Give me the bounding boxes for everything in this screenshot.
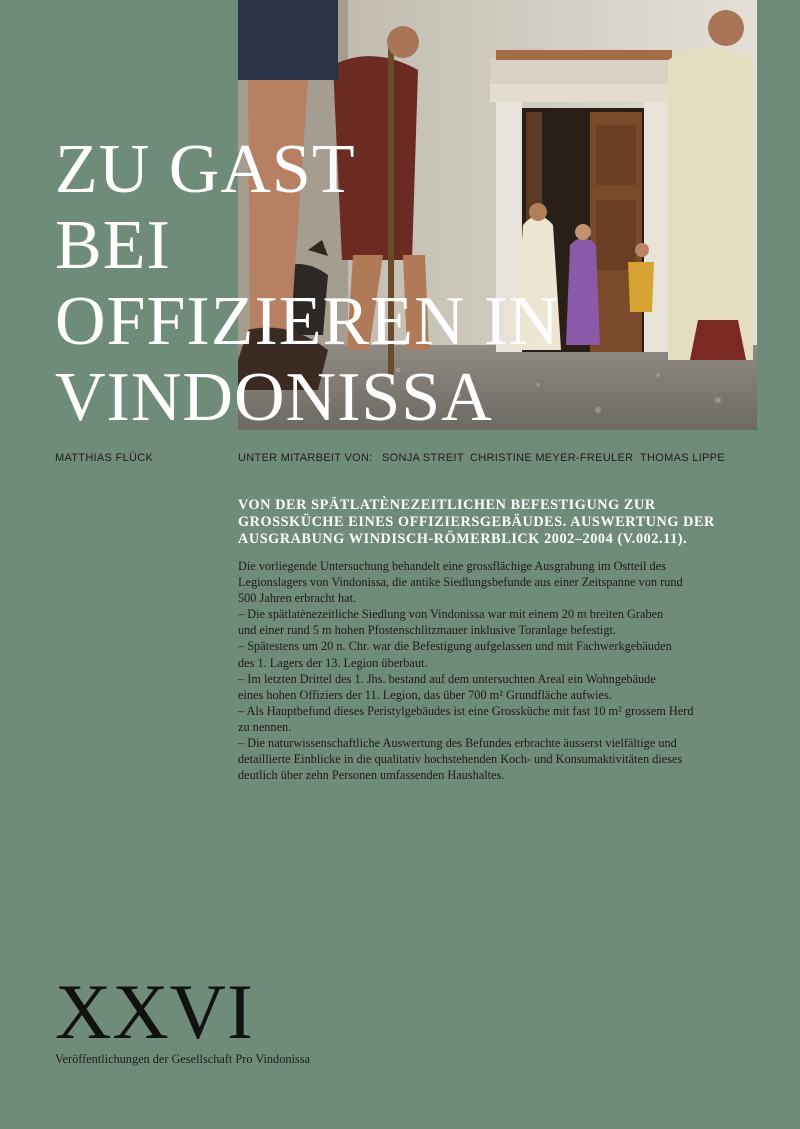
- collaborator-name: THOMAS LIPPE: [640, 452, 725, 464]
- author-name: MATTHIAS FLÜCK: [55, 452, 154, 464]
- description-line: Legionslagers von Vindonissa, die antike Siedlungsbefunde aus einer Zeitspanne von rund: [238, 575, 683, 590]
- book-subtitle: VON DER SPÄTLATÈNEZEITLICHEN BEFESTIGUNG ZUR GROSSKÜCHE EINES OFFIZIERSGEBÄUDES. AUSWERTUNG DER AUSGRABUNG WINDISCH-RÖMERBLICK 2002–2004 (V.002.11).: [238, 497, 715, 547]
- description-line: – Die spätlatènezeitliche Siedlung von Vindonissa war mit einem 20 m breiten Graben: [238, 607, 664, 622]
- description-line: – Als Hauptbefund dieses Peristylgebäudes ist eine Grossküche mit fast 10 m² grossem Herd: [238, 703, 694, 718]
- description-line: des 1. Lagers der 13. Legion überbaut.: [238, 655, 428, 670]
- description-line: – Die naturwissenschaftliche Auswertung des Befundes erbrachte äusserst vielfältige und: [238, 736, 677, 751]
- collaborator-name: SONJA STREIT: [382, 452, 464, 464]
- description-line: Die vorliegende Untersuchung behandelt eine grossflächige Ausgrabung im Ostteil des: [238, 559, 666, 573]
- description-text: [238, 558, 758, 783]
- description-line: 500 Jahren erbracht hat.: [238, 591, 357, 606]
- description-line: – Im letzten Drittel des 1. Jhs. bestand auf dem untersuchten Areal ein Wohngebäude: [238, 671, 656, 686]
- series-title: Veröffentlichungen der Gesellschaft Pro Vindonissa: [55, 1052, 310, 1066]
- description-line: deutlich über zehn Personen umfassenden Haushaltes.: [238, 768, 505, 783]
- description-line: eines hohen Offiziers der 11. Legion, das über 700 m² Grundfläche aufwies.: [238, 687, 612, 702]
- title-line: ZU GAST: [55, 131, 356, 208]
- title-line: BEI: [55, 207, 171, 284]
- collaboration-label: UNTER MITARBEIT VON:: [238, 452, 373, 464]
- description-line: zu nennen.: [238, 719, 292, 734]
- volume-number: XXVI: [55, 968, 254, 1055]
- book-title: [55, 132, 560, 436]
- description-line: – Spätestens um 20 n. Chr. war die Befestigung aufgelassen und mit Fachwerkgebäuden: [238, 639, 672, 654]
- title-line: OFFIZIEREN IN: [55, 283, 560, 360]
- description-line: detaillierte Einblicke in die qualitativ hochstehenden Koch- und Konsumaktivitäten dieses: [238, 752, 683, 767]
- collaborator-name: CHRISTINE MEYER-FREULER: [470, 452, 634, 464]
- description-line: und einer rund 5 m hohen Pfostenschlitzmauer inklusive Toranlage befestigt.: [238, 623, 616, 638]
- title-line: VINDONISSA: [55, 359, 493, 436]
